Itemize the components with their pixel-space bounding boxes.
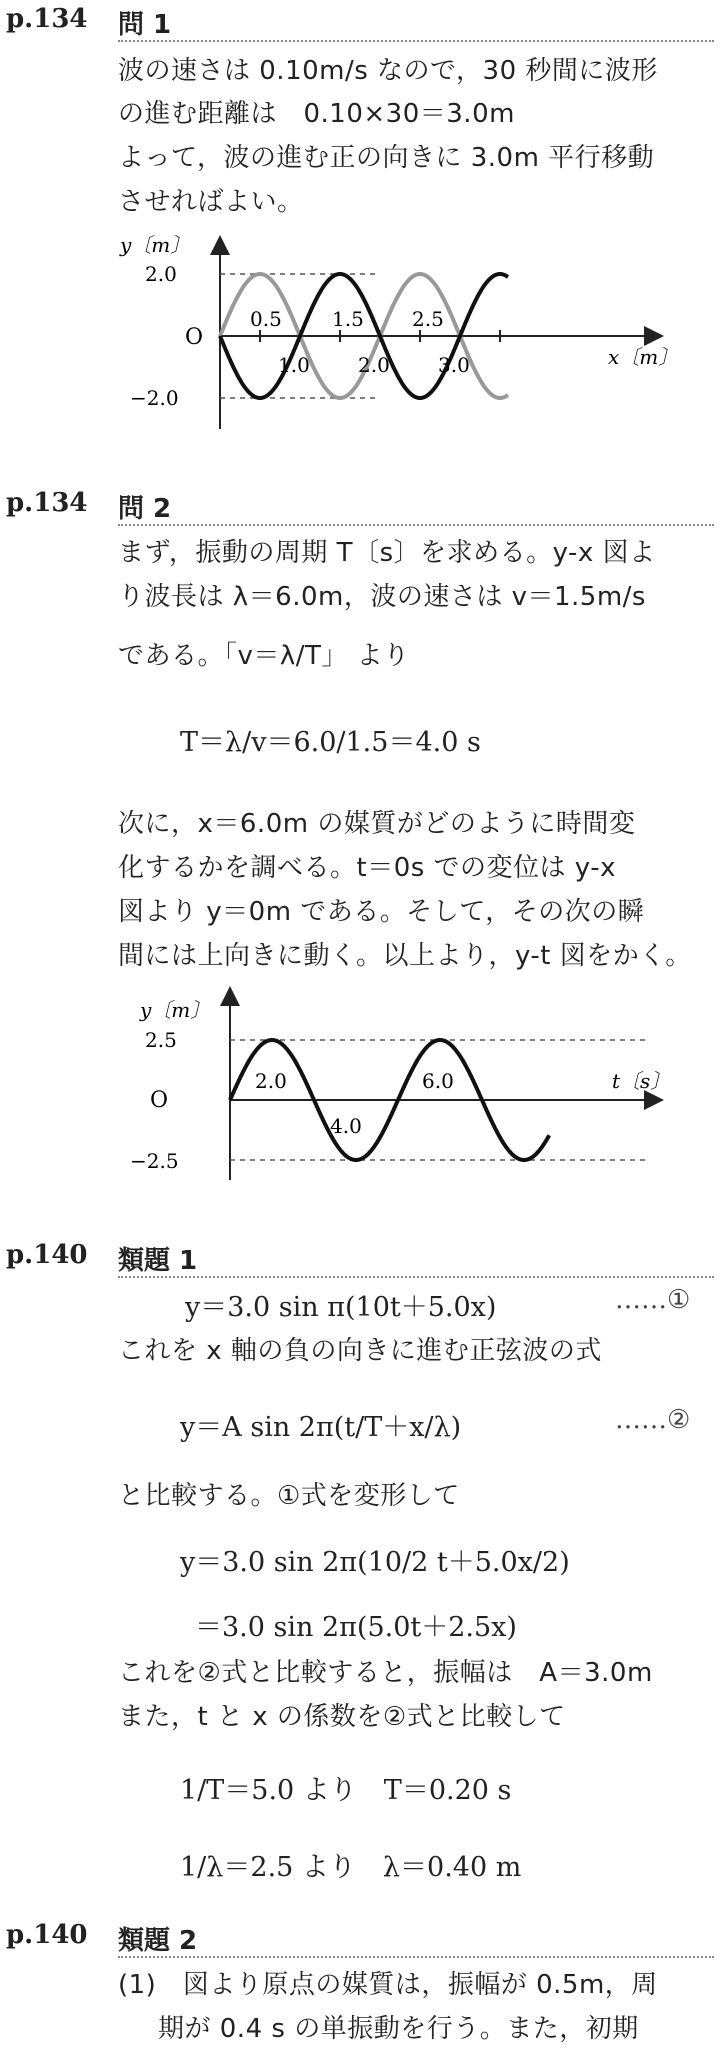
ytick-label: −2.0 [130,386,179,410]
ytick-label: −2.5 [130,1149,179,1173]
xtick-label: 1.0 [278,353,310,377]
page-ref: p.134 [6,488,88,518]
dotted-rule [118,1956,714,1958]
y-axis-label: y〔m〕 [140,998,211,1022]
dotted-rule [118,524,714,526]
text-line: 波の速さは 0.10m/s なので，30 秒間に波形 [118,56,658,86]
text-line: これを②式と比較すると，振幅は A＝3.0m [118,1658,653,1688]
text-line: と比較する。①式を変形して [118,1481,460,1511]
page-ref: p.134 [6,4,88,34]
text-line: (1) 図より原点の媒質は，振幅が 0.5m，周 [118,1970,658,2000]
ytick-label: 2.0 [145,262,177,286]
equation-period: T＝λ/v＝6.0/1.5＝4.0 s [180,727,481,758]
xtick-label: 4.0 [330,1114,362,1138]
x-axis-label: x〔m〕 [608,345,679,369]
text-line: これを x 軸の負の向きに進む正弦波の式 [118,1336,602,1366]
equation-given: y＝3.0 sin π(10t＋5.0x) [185,1292,497,1323]
page-ref: p.140 [6,1240,88,1270]
dotted-rule [118,1276,714,1278]
xtick-label: 2.0 [358,353,390,377]
equation-number: ……① [615,1285,691,1315]
wave-graph-1 [120,233,679,434]
text-line: 次に，x＝6.0m の媒質がどのように時間変 [118,809,636,839]
text-line: り波長は λ＝6.0m，波の速さは v＝1.5m/s [118,582,646,612]
text-line: よって，波の進む正の向きに 3.0m 平行移動 [118,143,655,173]
text-line: の進む距離は 0.10×30＝3.0m [118,99,515,129]
question-title: 問 2 [118,494,172,524]
equation-transformed: y＝3.0 sin 2π(10/2 t＋5.0x/2) [180,1547,570,1578]
page-ref: p.140 [6,1920,88,1950]
equation-simplified: ＝3.0 sin 2π(5.0t＋2.5x) [195,1612,517,1643]
equation-standard: y＝A sin 2π(t/T＋x/λ) [180,1412,462,1443]
origin-label: O [150,1088,169,1113]
origin-label: O [185,325,204,350]
question-title: 問 1 [118,10,172,40]
text-line: 期が 0.4 s の単振動を行う。また，初期 [158,2014,639,2044]
section-header-q1 [0,4,720,44]
xtick-label: 3.0 [438,353,470,377]
section-header-ex2 [0,1920,720,1960]
dotted-rule [118,40,714,42]
equation-number: ……② [615,1405,691,1435]
text-line: また，t と x の係数を②式と比較して [118,1702,566,1732]
xtick-label: 1.5 [332,307,364,331]
question-title: 類題 1 [118,1246,198,1276]
x-axis-label: t〔s〕 [612,1069,671,1093]
question-title: 類題 2 [118,1926,198,1956]
text-line: まず，振動の周期 T〔s〕を求める。y-x 図よ [118,538,656,568]
ytick-label: 2.5 [145,1028,177,1052]
xtick-label: 6.0 [422,1069,454,1093]
y-axis-label: y〔m〕 [120,233,191,257]
text-line: である。「v＝λ/T」 より [118,641,410,671]
equation-wavelength-result: 1/λ＝2.5 より λ＝0.40 m [180,1852,522,1883]
text-line: させればよい。 [118,187,304,217]
section-header-q2 [0,488,720,528]
xtick-label: 2.5 [412,307,444,331]
xtick-label: 0.5 [250,307,282,331]
wave-graph-2 [130,985,671,1185]
text-line: 間には上向きに動く。以上より，y-t 図をかく。 [118,941,692,971]
xtick-label: 2.0 [255,1069,287,1093]
text-line: 図より y＝0m である。そして，その次の瞬 [118,897,645,927]
equation-period-result: 1/T＝5.0 より T＝0.20 s [180,1775,512,1806]
section-header-ex1 [0,1240,720,1280]
text-line: 化するかを調べる。t＝0s での変位は y-x [118,853,617,883]
